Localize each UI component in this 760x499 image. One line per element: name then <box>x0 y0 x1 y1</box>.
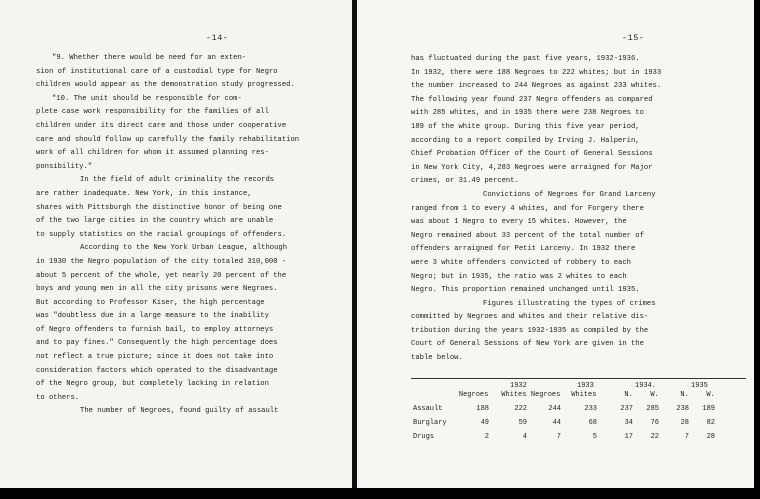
table-cell: 2 <box>484 433 489 441</box>
table-header <box>411 382 746 404</box>
text-line: Negro; but in 1935, the ratio was 2 whites to each <box>411 272 627 281</box>
text-line: Court of General Sessions of New York are given in the <box>411 340 644 349</box>
table-cell: 188 <box>476 405 489 413</box>
table-cell: 44 <box>552 419 561 427</box>
table-cell: 285 <box>646 405 659 413</box>
table-cell: 68 <box>588 419 597 427</box>
table-cell: 59 <box>518 419 527 427</box>
text-line: with 285 whites, and in 1935 there were 238 Negroes to <box>411 109 644 118</box>
text-line: The number of Negroes, found guilty of assault <box>80 407 279 416</box>
text-line: work of all children for whom it assumed planning res- <box>36 149 269 158</box>
text-line: boys and young men in all the city prisons were Negroes. <box>36 285 278 294</box>
text-line: Negro. This proportion remained unchanged until 1935. <box>411 286 640 295</box>
table-top-rule <box>411 378 746 379</box>
text-line: plete case work responsibility for the families of all <box>36 108 269 117</box>
text-line: Negro remained about 33 percent of the total number of <box>411 231 644 240</box>
text-line: children under its direct care and those under cooperative <box>36 121 287 130</box>
year-label: 1935 <box>691 382 708 390</box>
column-header: Negroes <box>458 391 489 399</box>
text-line: crimes, or 31.49 percent. <box>411 177 519 186</box>
row-label: Drugs <box>413 433 435 441</box>
page-number: -14- <box>206 33 229 43</box>
year-label: 1932 <box>510 382 527 390</box>
text-line: and to pay fines." Consequently the high percentage does <box>36 339 278 348</box>
text-line: about 5 percent of the whole, yet nearly 20 percent of the <box>36 271 287 280</box>
text-line: The following year found 237 Negro offenders as compared <box>411 95 653 104</box>
text-line: table below. <box>411 354 463 363</box>
column-header: W. <box>706 391 715 399</box>
right-page-text <box>411 53 661 366</box>
text-line: care and should follow up carefully the family rehabilitation <box>36 135 300 144</box>
text-line: 189 of the white group. During this five year period, <box>411 122 640 131</box>
text-line: to others. <box>36 393 80 402</box>
text-line: consideration factors which operated to the disadvantage <box>36 366 278 375</box>
text-line: children would appear as the demonstration study progressed. <box>36 81 295 90</box>
text-line: shares with Pittsburgh the distinctive honor of being one <box>36 203 282 212</box>
text-line: committed by Negroes and whites and their relative dis- <box>411 313 649 322</box>
left-page-text <box>36 52 299 419</box>
table-cell: 4 <box>522 433 527 441</box>
column-header: Whites <box>571 391 597 399</box>
text-line: "10. The unit should be responsible for com- <box>52 94 242 103</box>
table-row <box>411 418 746 432</box>
table-row <box>411 432 746 446</box>
year-label: 1934. <box>635 382 657 390</box>
row-label: Burglary <box>413 419 447 427</box>
text-line: In the field of adult criminality the records <box>80 176 275 185</box>
text-line: But according to Professor Kiser, the high percentage <box>36 298 265 307</box>
crime-table <box>411 378 746 446</box>
table-cell: 28 <box>706 433 715 441</box>
right-page <box>357 0 754 488</box>
text-line: in New York City, 4,283 Negroes were arraigned for Major <box>411 163 653 172</box>
text-line: ponsibility." <box>36 162 93 171</box>
column-header: N. <box>680 391 689 399</box>
page-number: -15- <box>622 33 645 43</box>
table-body <box>411 404 746 446</box>
text-line: of the two large cities in the country which are unable <box>36 217 274 226</box>
left-page <box>0 0 352 488</box>
text-line: ranged from 1 to every 4 whites, and for Forgery there <box>411 204 644 213</box>
year-label: 1933 <box>577 382 594 390</box>
column-header: Negroes <box>530 391 561 399</box>
text-line: the number increased to 244 Negroes as against 233 whites. <box>411 82 662 91</box>
column-header: W. <box>650 391 659 399</box>
table-cell: 238 <box>676 405 689 413</box>
table-cell: 5 <box>592 433 597 441</box>
text-line: has fluctuated during the past five years, 1932-1936. <box>411 55 640 63</box>
table-cell: 22 <box>650 433 659 441</box>
text-line: according to a report compiled by Irving J. Halperin, <box>411 136 640 145</box>
column-header: N. <box>624 391 633 399</box>
text-line: of Negro offenders to furnish bail, to employ attorneys <box>36 325 274 334</box>
table-row <box>411 404 746 418</box>
text-line: Convictions of Negroes for Grand Larceny <box>483 190 656 199</box>
text-line: Figures illustrating the types of crimes <box>483 299 656 308</box>
text-line: In 1932, there were 188 Negroes to 222 whites; but in 1933 <box>411 68 662 77</box>
table-cell: 28 <box>680 419 689 427</box>
table-cell: 233 <box>584 405 597 413</box>
column-header: Whites <box>501 391 527 399</box>
table-cell: 7 <box>556 433 561 441</box>
text-line: not reflect a true picture; since it does not take into <box>36 353 274 362</box>
row-label: Assault <box>413 405 443 413</box>
text-line: According to the New York Urban League, although <box>80 244 288 253</box>
table-cell: 76 <box>650 419 659 427</box>
text-line: was "doubtless due in a large measure to the inability <box>36 312 269 321</box>
table-cell: 244 <box>548 405 561 413</box>
table-cell: 189 <box>702 405 715 413</box>
text-line: was about 1 Negro to every 15 whites. However, the <box>411 218 627 227</box>
text-line: were 3 white offenders convicted of robbery to each <box>411 258 631 267</box>
table-cell: 82 <box>706 419 715 427</box>
text-line: to supply statistics on the racial groupings of offenders. <box>36 230 287 239</box>
table-cell: 237 <box>620 405 633 413</box>
text-line: offenders arraigned for Petit Larceny. In 1932 there <box>411 245 636 254</box>
text-line: in 1930 the Negro population of the city totaled 310,000 - <box>36 257 287 266</box>
text-line: are rather inadequate. New York, in this instance, <box>36 189 252 198</box>
text-line: "9. Whether there would be need for an exten- <box>52 54 247 62</box>
table-cell: 49 <box>480 419 489 427</box>
text-line: Chief Probation Officer of the Court of General Sessions <box>411 150 653 159</box>
table-cell: 34 <box>624 419 633 427</box>
text-line: sion of institutional care of a custodial type for Negro <box>36 67 278 76</box>
table-cell: 7 <box>684 433 689 441</box>
table-cell: 222 <box>514 405 527 413</box>
text-line: tribution during the years 1932-1935 as compiled by the <box>411 326 649 335</box>
table-cell: 17 <box>624 433 633 441</box>
text-line: of the Negro group, but completely lacking in relation <box>36 380 269 389</box>
